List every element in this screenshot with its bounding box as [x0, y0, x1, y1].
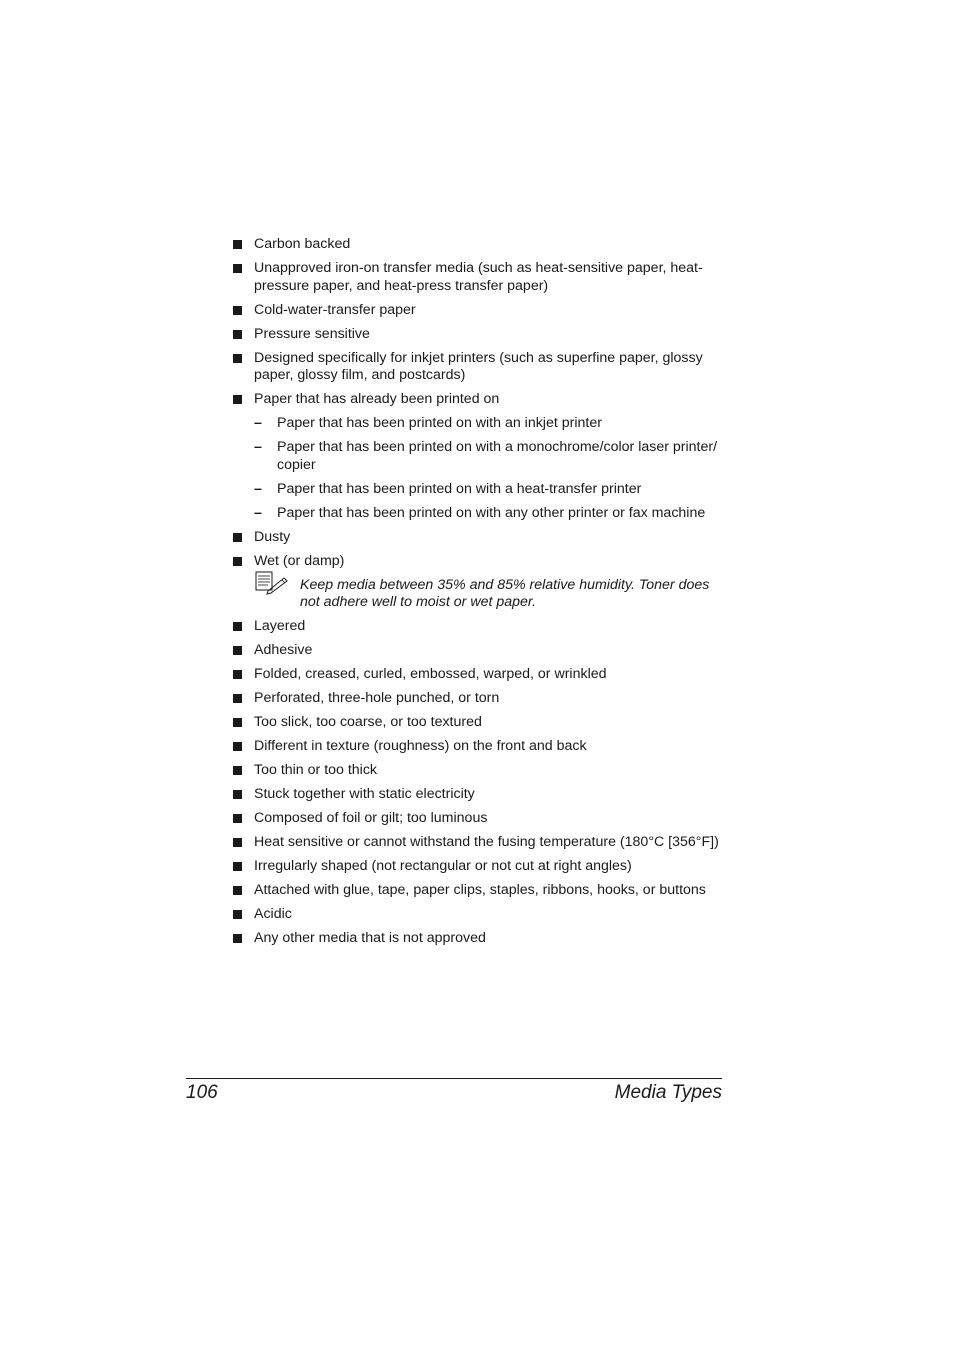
bullet-square-icon — [233, 533, 242, 542]
sub-list-item: – Paper that has been printed on with a heat-transfer printer — [254, 480, 642, 497]
sub-list-item: – Paper that has been printed on with a monochrome/color laser printer/ copier — [254, 439, 718, 473]
list-item: Adhesive — [232, 642, 724, 660]
list-item: Paper that has already been printed on — [232, 391, 724, 409]
bullet-square-icon — [233, 646, 242, 655]
bullet-square-icon — [233, 395, 242, 404]
list-item: Unapproved iron-on transfer media (such as heat-sensitive paper, heat-pressure paper, and heat-press transfer paper) — [232, 260, 724, 295]
sub-list-item: – Paper that has been printed on with an inkjet printer — [254, 415, 602, 431]
bullet-square-icon — [233, 838, 242, 847]
bullet-square-icon — [233, 862, 242, 871]
bullet-square-icon — [233, 622, 242, 631]
bullet-square-icon — [233, 694, 242, 703]
list-item: Too slick, too coarse, or too textured — [232, 714, 724, 732]
list-item: Pressure sensitive — [232, 326, 724, 344]
media-list — [232, 236, 724, 954]
list-item: Carbon backed — [232, 236, 724, 254]
list-item: Dusty — [232, 529, 724, 547]
bullet-square-icon — [233, 742, 242, 751]
note-pencil-icon — [254, 571, 290, 595]
dash-bullet-icon: – — [254, 480, 262, 497]
bullet-square-icon — [233, 240, 242, 249]
bullet-square-icon — [233, 264, 242, 273]
list-item: Perforated, three-hole punched, or torn — [232, 690, 724, 708]
list-item: Attached with glue, tape, paper clips, staples, ribbons, hooks, or buttons — [232, 882, 724, 900]
list-item: Heat sensitive or cannot withstand the fusing temperature (180°C [356°F]) — [232, 834, 724, 852]
list-item: Cold-water-transfer paper — [232, 302, 724, 320]
bullet-square-icon — [233, 934, 242, 943]
list-item: Layered — [232, 618, 724, 636]
bullet-square-icon — [233, 886, 242, 895]
bullet-square-icon — [233, 330, 242, 339]
page-number: 106 — [186, 1082, 218, 1103]
dash-bullet-icon: – — [254, 504, 262, 521]
humidity-note — [232, 577, 724, 612]
bullet-square-icon — [233, 557, 242, 566]
bullet-square-icon — [233, 354, 242, 363]
list-item: Designed specifically for inkjet printers (such as superfine paper, glossy paper, glossy film, and postcards) — [232, 350, 724, 385]
dash-bullet-icon: – — [254, 439, 262, 455]
list-item: Any other media that is not approved — [232, 930, 724, 948]
bullet-square-icon — [233, 718, 242, 727]
bullet-square-icon — [233, 910, 242, 919]
note-text: Keep media between 35% and 85% relative humidity. Toner does not adhere well to moist or wet paper. — [300, 576, 710, 610]
bullet-square-icon — [233, 766, 242, 775]
list-item: Too thin or too thick — [232, 762, 724, 780]
list-item: Irregularly shaped (not rectangular or not cut at right angles) — [232, 858, 724, 876]
list-item: Folded, creased, curled, embossed, warped, or wrinkled — [232, 666, 724, 684]
list-item: Composed of foil or gilt; too luminous — [232, 810, 724, 828]
sub-list-item: – Paper that has been printed on with any other printer or fax machine — [254, 504, 706, 521]
footer-divider — [186, 1078, 722, 1079]
list-item: Stuck together with static electricity — [232, 786, 724, 804]
bullet-square-icon — [233, 790, 242, 799]
dash-bullet-icon: – — [254, 415, 262, 431]
bullet-square-icon — [233, 306, 242, 315]
bullet-square-icon — [233, 670, 242, 679]
section-title: Media Types — [614, 1082, 722, 1103]
bullet-square-icon — [233, 814, 242, 823]
list-item: Different in texture (roughness) on the front and back — [232, 738, 724, 756]
list-item: Wet (or damp) — [232, 553, 724, 571]
list-item: Acidic — [232, 906, 724, 924]
